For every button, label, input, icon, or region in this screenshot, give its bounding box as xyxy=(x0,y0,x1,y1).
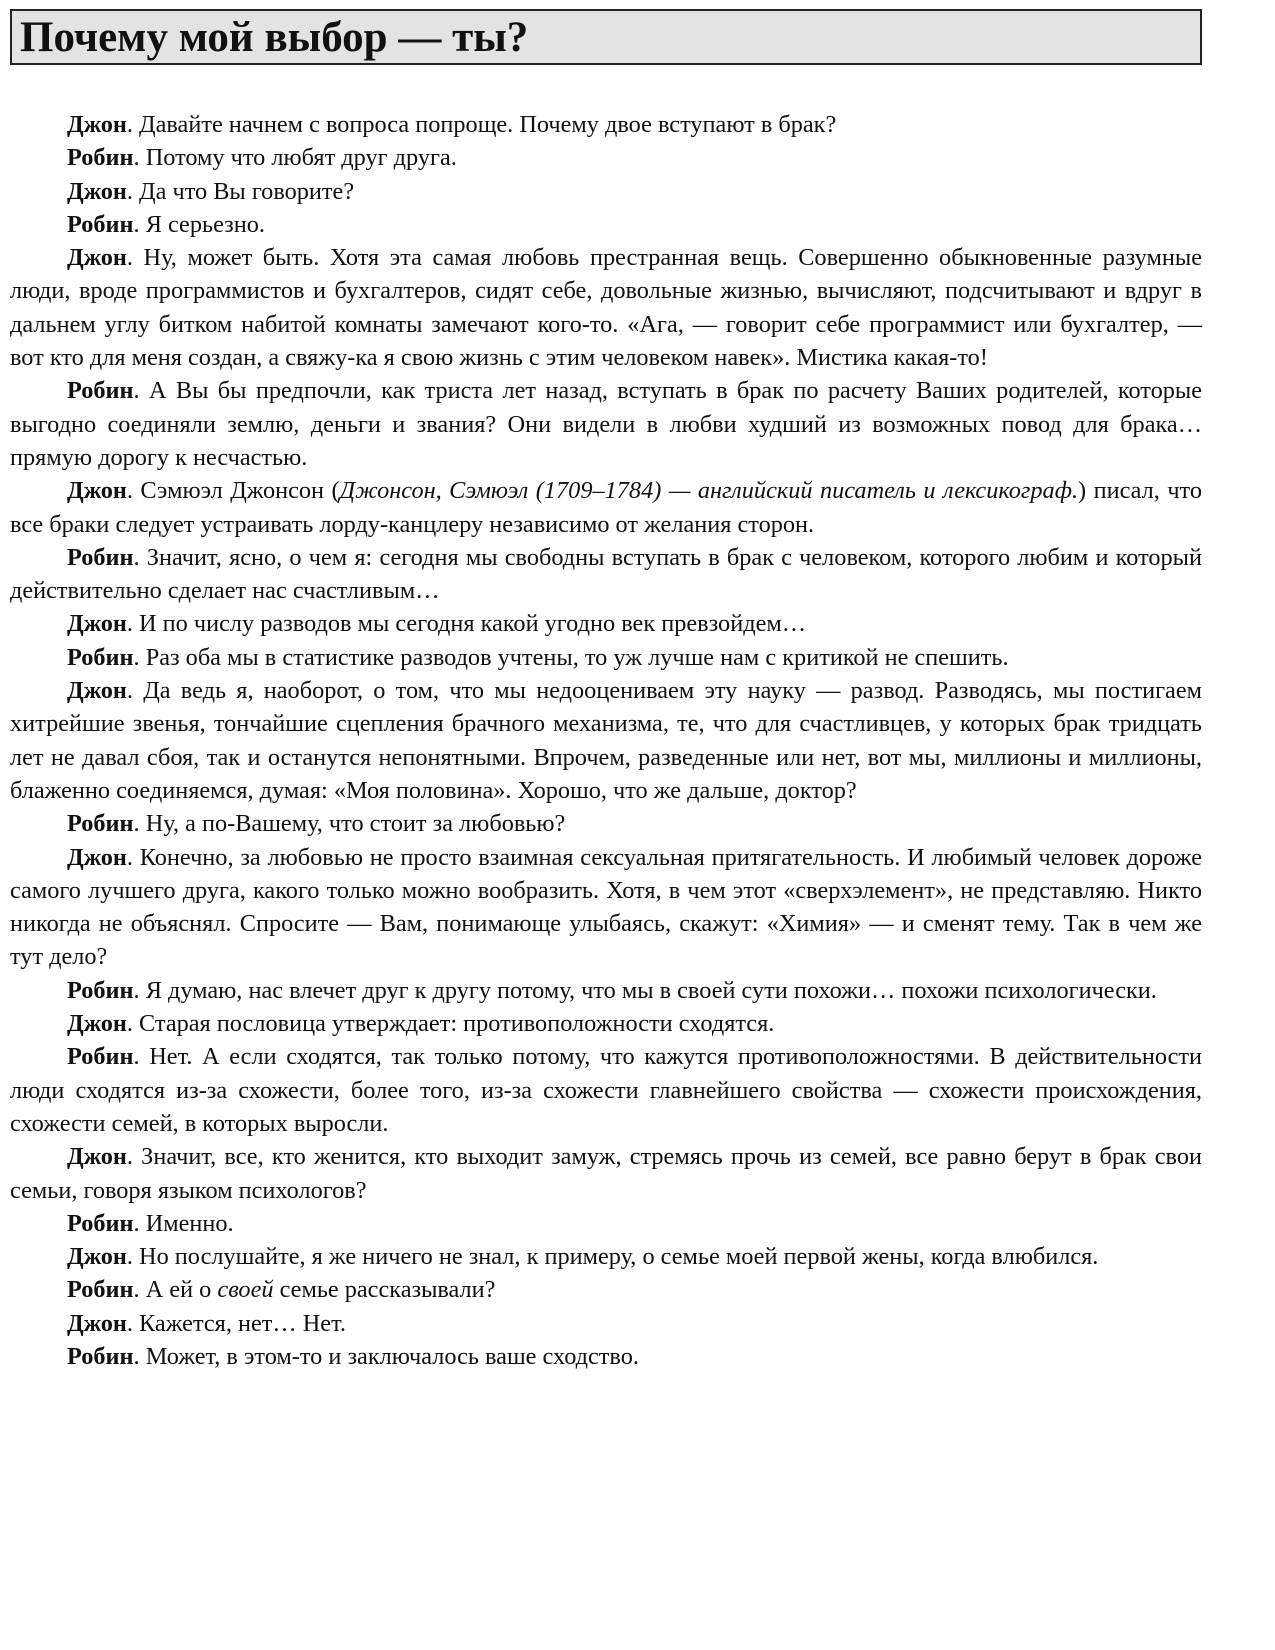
speaker-name: Джон xyxy=(67,1143,127,1171)
dialogue-text: . Кажется, нет… Нет. xyxy=(126,1309,346,1337)
dialogue-italic-text: своей xyxy=(217,1276,274,1304)
dialogue-paragraph xyxy=(10,208,1202,241)
dialogue-text-continued: семье рассказывали? xyxy=(273,1276,496,1304)
speaker-name: Джон xyxy=(67,244,127,272)
speaker-name: Робин xyxy=(67,377,134,405)
dialogue-paragraph xyxy=(10,474,1202,541)
dialogue-text-continued: ) писал, что все браки следует устраивать лорду-канцлеру независимо от желания сторон. xyxy=(10,477,1202,538)
dialogue-body xyxy=(10,108,1202,1373)
speaker-name: Джон xyxy=(67,1243,127,1271)
dialogue-text: . Конечно, за любовью не просто взаимная сексуальная притягательность. И любимый человек дороже самого лучшего друга, какого только можно вообразить. Хотя, в чем этот «сверхэлемент», не представляю. Никто никогда не объяснял. Спросите — Вам, понимающе улыбаясь, скажут: «Химия» — и сменят тему. Так в чем же тут дело? xyxy=(10,843,1202,971)
dialogue-paragraph xyxy=(10,175,1202,208)
dialogue-italic-text: Джонсон, Сэмюэл (1709–1784) — английский писатель и лексикограф. xyxy=(339,477,1079,505)
dialogue-text: . Значит, ясно, о чем я: сегодня мы свободны вступать в брак с человеком, которого любим и который действительно сделает нас счастливым… xyxy=(10,543,1202,605)
dialogue-text: . Нет. А если сходятся, так только потому, что кажутся противоположностями. В действительности люди сходятся из-за схожести, более того, из-за схожести главнейшего свойства — схожести происхождения, схожести семей, в которых выросли. xyxy=(10,1043,1202,1137)
dialogue-paragraph xyxy=(10,374,1202,474)
speaker-name: Робин xyxy=(67,1209,134,1237)
dialogue-text: . Ну, может быть. Хотя эта самая любовь престранная вещь. Совершенно обыкновенные разумные люди, вроде программистов и бухгалтеров, сидят себе, довольные жизнью, вычисляют, подсчитывают и вдруг в дальнем углу битком набитой комнаты замечают кого-то. «Ага, — говорит себе программист или бухгалтер, — вот кто для меня создан, а свяжу-ка я свою жизнь с этим человеком навек». Мистика какая-то! xyxy=(10,244,1202,372)
dialogue-text: . Значит, все, кто женится, кто выходит замуж, стремясь прочь из семей, все равно берут в брак свои семьи, говоря языком психологов? xyxy=(10,1143,1202,1204)
dialogue-paragraph xyxy=(10,1240,1202,1273)
speaker-name: Робин xyxy=(67,144,134,172)
dialogue-text: . Давайте начнем с вопроса попроще. Почему двое вступают в брак? xyxy=(126,111,837,138)
dialogue-text: . Сэмюэл Джонсон ( xyxy=(126,477,340,505)
speaker-name: Джон xyxy=(67,843,127,871)
speaker-name: Робин xyxy=(67,1043,134,1071)
dialogue-paragraph xyxy=(10,974,1202,1007)
speaker-name: Робин xyxy=(67,643,134,671)
dialogue-paragraph xyxy=(10,674,1202,807)
speaker-name: Робин xyxy=(67,210,134,238)
speaker-name: Робин xyxy=(67,1342,134,1370)
dialogue-paragraph xyxy=(10,641,1202,674)
dialogue-text: . Старая пословица утверждает: противоположности сходятся. xyxy=(126,1010,775,1038)
speaker-name: Джон xyxy=(67,610,127,638)
dialogue-text: . А ей о xyxy=(133,1276,218,1304)
speaker-name: Джон xyxy=(67,177,127,205)
dialogue-paragraph xyxy=(10,1040,1202,1140)
dialogue-text: . Я серьезно. xyxy=(133,210,265,238)
dialogue-paragraph xyxy=(10,841,1202,974)
speaker-name: Робин xyxy=(67,1276,134,1304)
document-page xyxy=(10,9,1202,1373)
dialogue-text: . Раз оба мы в статистике разводов учтены, то уж лучше нам с критикой не спешить. xyxy=(133,643,1009,671)
dialogue-paragraph xyxy=(10,1307,1202,1340)
dialogue-text: . А Вы бы предпочли, как триста лет назад, вступать в брак по расчету Ваших родителей, которые выгодно соединяли землю, деньги и звания? Они видели в любви худший из возможных повод для брака… прямую дорогу к несчастью. xyxy=(10,377,1202,471)
speaker-name: Джон xyxy=(67,111,127,138)
dialogue-paragraph xyxy=(10,108,1202,141)
dialogue-text: . Но послушайте, я же ничего не знал, к примеру, о семье моей первой жены, когда влюбился. xyxy=(126,1243,1099,1271)
dialogue-text: . Да ведь я, наоборот, о том, что мы недооцениваем эту науку — развод. Разводясь, мы постигаем хитрейшие звенья, тончайшие сцепления брачного механизма, те, что для счастливцев, у которых брак тридцать лет не давал сбоя, так и останутся непонятными. Впрочем, разведенные или нет, вот мы, миллионы и миллионы, блаженно соединяемся, думая: «Моя половина». Хорошо, что же дальше, доктор? xyxy=(10,677,1202,804)
speaker-name: Джон xyxy=(67,1309,127,1337)
title-box xyxy=(10,9,1202,65)
dialogue-paragraph xyxy=(10,607,1202,640)
dialogue-paragraph xyxy=(10,807,1202,840)
speaker-name: Робин xyxy=(67,976,134,1004)
dialogue-text: . Ну, а по-Вашему, что стоит за любовью? xyxy=(133,810,566,838)
dialogue-paragraph xyxy=(10,1273,1202,1306)
speaker-name: Робин xyxy=(67,543,134,571)
dialogue-paragraph xyxy=(10,1340,1202,1373)
dialogue-text: . Потому что любят друг друга. xyxy=(133,144,457,172)
dialogue-paragraph xyxy=(10,1207,1202,1240)
dialogue-text: . Именно. xyxy=(133,1209,234,1237)
dialogue-text: . Я думаю, нас влечет друг к другу потому, что мы в своей сути похожи… похожи психологически. xyxy=(133,976,1157,1004)
dialogue-paragraph xyxy=(10,1007,1202,1040)
dialogue-paragraph xyxy=(10,241,1202,374)
dialogue-text: . И по числу разводов мы сегодня какой угодно век превзойдем… xyxy=(126,610,807,638)
dialogue-paragraph xyxy=(10,141,1202,174)
dialogue-text: . Да что Вы говорите? xyxy=(126,177,355,205)
dialogue-paragraph xyxy=(10,541,1202,608)
dialogue-paragraph xyxy=(10,1140,1202,1207)
speaker-name: Робин xyxy=(67,810,134,838)
dialogue-text: . Может, в этом-то и заключалось ваше сходство. xyxy=(133,1342,639,1370)
speaker-name: Джон xyxy=(67,477,127,505)
speaker-name: Джон xyxy=(67,677,127,705)
speaker-name: Джон xyxy=(67,1010,127,1038)
page-title: Почему мой выбор — ты? xyxy=(20,14,529,61)
